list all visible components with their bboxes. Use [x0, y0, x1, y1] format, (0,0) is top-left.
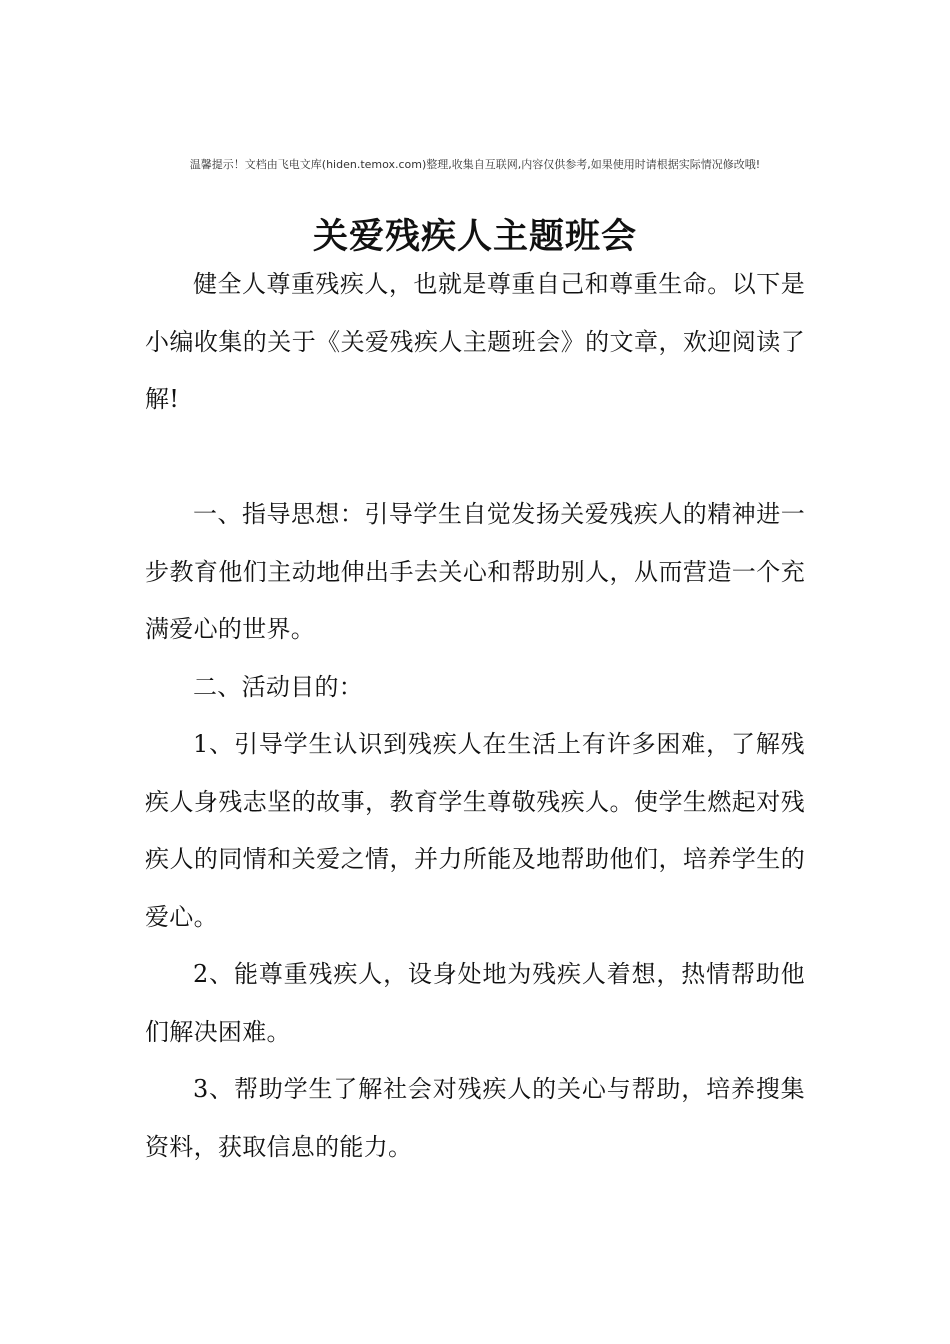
intro-paragraph: 健全人尊重残疾人，也就是尊重自己和尊重生命。以下是小编收集的关于《关爱残疾人主题班会》的文章，欢迎阅读了解! [145, 270, 805, 413]
guiding-ideology-paragraph: 一、指导思想：引导学生自觉发扬关爱残疾人的精神进一步教育他们主动地伸出手去关心和帮助别人，从而营造一个充满爱心的世界。 [145, 500, 805, 643]
goal-1-paragraph: 1、引导学生认识到残疾人在生活上有许多困难，了解残疾人身残志坚的故事，教育学生尊敬残疾人。使学生燃起对残疾人的同情和关爱之情，并力所能及地帮助他们，培养学生的爱心。 [145, 730, 805, 931]
download-notice: 温馨提示！文档由飞电文库(hiden.temox.com)整理,收集自互联网,内容仅供参考,如果使用时请根据实际情况修改哦! [189, 158, 761, 171]
goal-2-paragraph: 2、能尊重残疾人，设身处地为残疾人着想，热情帮助他们解决困难。 [145, 960, 805, 1046]
activity-goals-heading: 二、活动目的： [193, 672, 364, 701]
main-section [145, 486, 805, 1176]
goal-3-paragraph: 3、帮助学生了解社会对残疾人的关心与帮助，培养搜集资料，获取信息的能力。 [145, 1075, 805, 1161]
document-title: 关爱残疾人主题班会 [312, 216, 637, 258]
intro-section [145, 256, 805, 429]
